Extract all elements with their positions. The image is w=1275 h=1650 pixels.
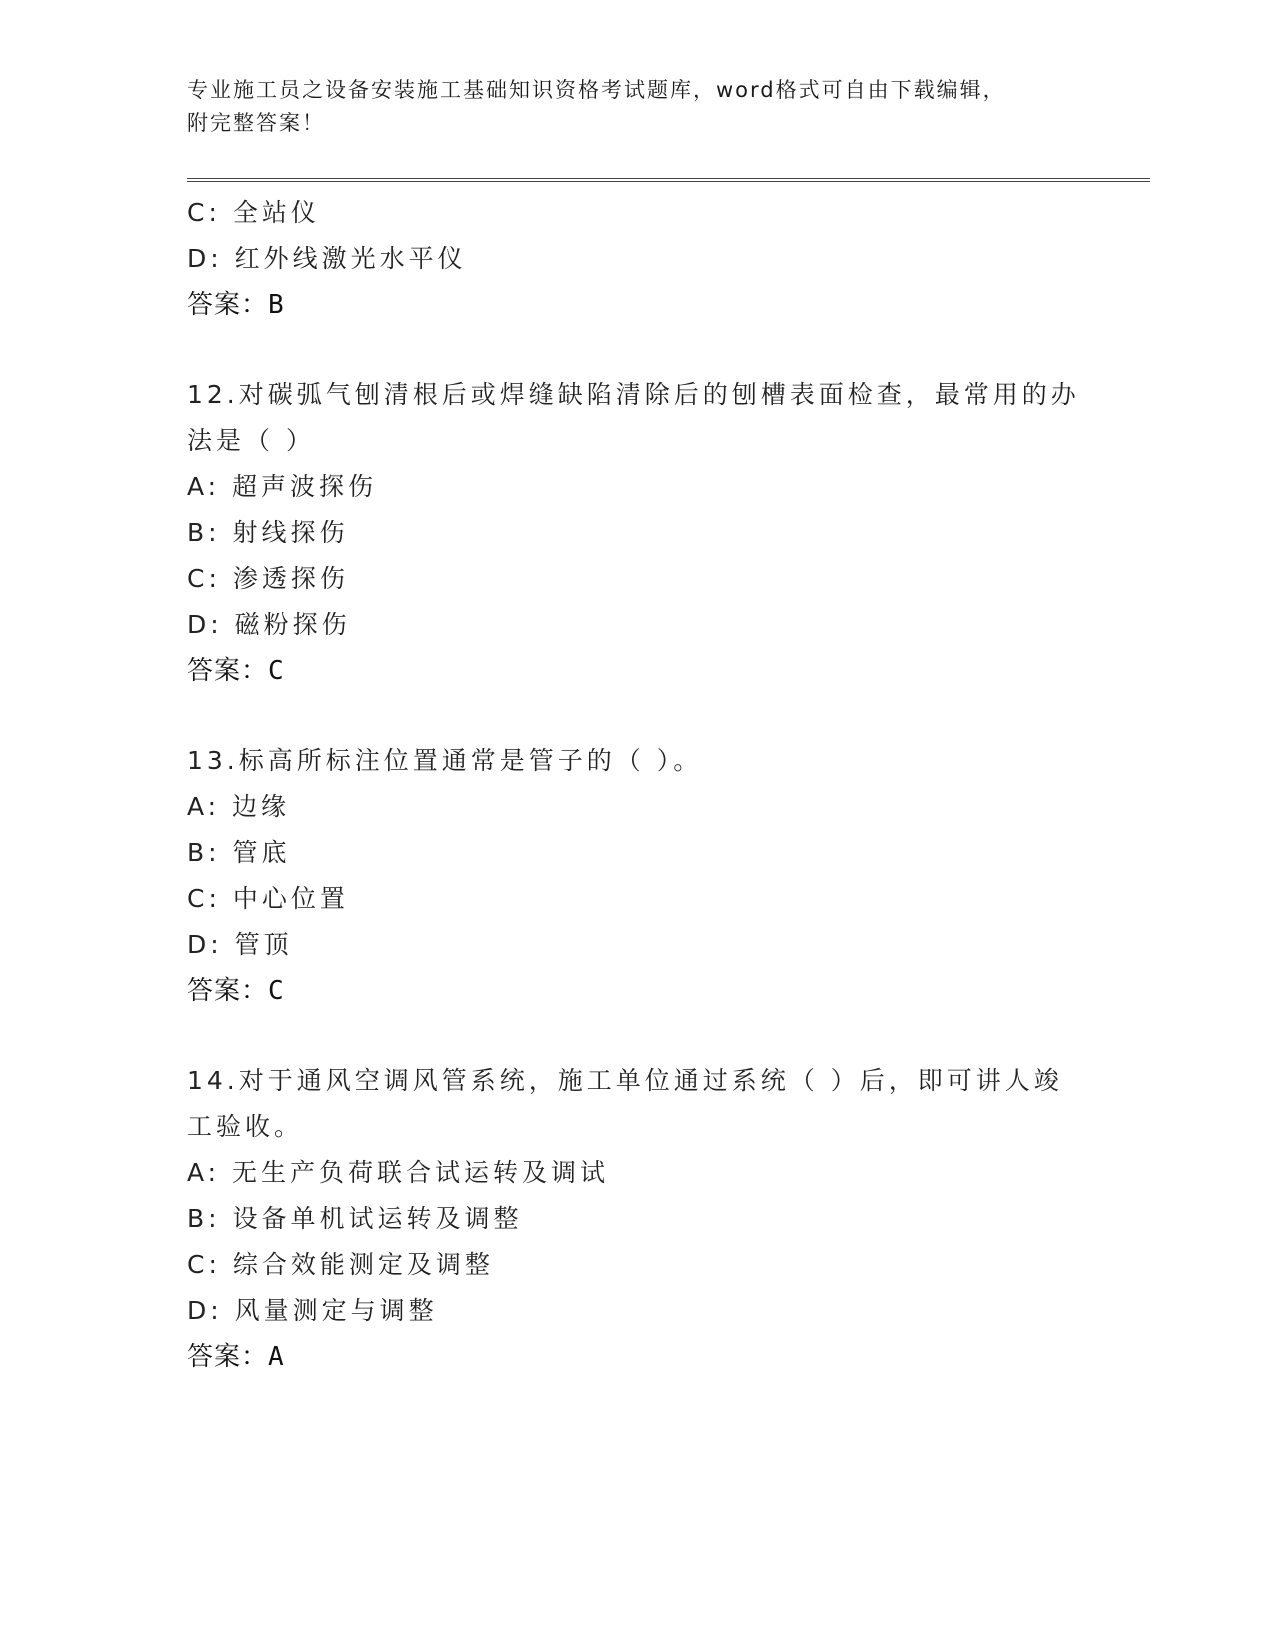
option-text: 渗透探伤 xyxy=(232,564,349,593)
option-text: 超声波探伤 xyxy=(232,472,378,501)
option-text: 磁粉探伤 xyxy=(234,610,351,639)
answer-line xyxy=(187,1334,1087,1380)
option-a xyxy=(187,464,1087,510)
option-letter: A: xyxy=(187,792,221,821)
question-stem-line-2: 工验收。 xyxy=(187,1112,304,1141)
header-divider xyxy=(187,178,1150,182)
answer-line xyxy=(187,648,1087,694)
option-text: 综合效能测定及调整 xyxy=(232,1250,494,1279)
option-text: 管底 xyxy=(232,838,291,867)
option-text: 风量测定与调整 xyxy=(234,1296,438,1325)
option-letter: D: xyxy=(187,1296,223,1325)
answer-label: 答案： xyxy=(187,976,269,1006)
option-d xyxy=(187,236,1087,282)
header-line-1: 专业施工员之设备安装施工基础知识资格考试题库，word格式可自由下载编辑， xyxy=(187,78,1006,102)
option-letter: B: xyxy=(187,1204,221,1233)
option-text: 管顶 xyxy=(234,930,293,959)
option-d xyxy=(187,922,1087,968)
question-stem-line-1: 13.标高所标注位置通常是管子的（ ）。 xyxy=(187,746,703,775)
option-b xyxy=(187,830,1087,876)
option-d xyxy=(187,602,1087,648)
option-c xyxy=(187,190,1087,236)
question-stem-line-1: 14.对于通风空调风管系统，施工单位通过系统（ ）后，即可讲人竣 xyxy=(187,1066,1063,1095)
answer-line xyxy=(187,968,1087,1014)
question-13 xyxy=(187,738,1087,1014)
option-letter: D: xyxy=(187,610,223,639)
option-letter: A: xyxy=(187,472,221,501)
header-line-2: 附完整答案！ xyxy=(187,111,325,135)
answer-value: A xyxy=(268,1342,285,1372)
option-c xyxy=(187,1242,1087,1288)
question-stem xyxy=(187,738,1087,784)
option-text: 红外线激光水平仪 xyxy=(234,244,467,273)
option-letter: C: xyxy=(187,1250,221,1279)
question-14 xyxy=(187,1058,1087,1380)
option-a xyxy=(187,1150,1087,1196)
option-letter: B: xyxy=(187,838,221,867)
answer-value: C xyxy=(268,976,285,1006)
answer-label: 答案： xyxy=(187,290,269,320)
answer-value: C xyxy=(268,656,285,686)
question-stem-line-1: 12.对碳弧气刨清根后或焊缝缺陷清除后的刨槽表面检查，最常用的办 xyxy=(187,380,1080,409)
option-text: 全站仪 xyxy=(232,198,320,227)
prev-question xyxy=(187,190,1087,328)
option-text: 边缘 xyxy=(232,792,291,821)
option-text: 中心位置 xyxy=(232,884,349,913)
option-letter: D: xyxy=(187,244,223,273)
option-b xyxy=(187,510,1087,556)
question-12 xyxy=(187,372,1087,694)
question-stem xyxy=(187,1058,1087,1150)
document-header xyxy=(187,74,1067,140)
answer-label: 答案： xyxy=(187,1342,269,1372)
question-stem xyxy=(187,372,1087,464)
option-a xyxy=(187,784,1087,830)
answer-label: 答案： xyxy=(187,656,269,686)
option-text: 射线探伤 xyxy=(232,518,349,547)
option-letter: D: xyxy=(187,930,223,959)
option-text: 设备单机试运转及调整 xyxy=(232,1204,523,1233)
option-letter: B: xyxy=(187,518,221,547)
answer-line xyxy=(187,282,1087,328)
option-d xyxy=(187,1288,1087,1334)
option-text: 无生产负荷联合试运转及调试 xyxy=(232,1158,610,1187)
option-letter: C: xyxy=(187,564,221,593)
option-b xyxy=(187,1196,1087,1242)
option-c xyxy=(187,556,1087,602)
option-letter: A: xyxy=(187,1158,221,1187)
question-list xyxy=(187,190,1087,1380)
option-c xyxy=(187,876,1087,922)
option-letter: C: xyxy=(187,198,221,227)
answer-value: B xyxy=(268,290,285,320)
option-letter: C: xyxy=(187,884,221,913)
question-stem-line-2: 法是（ ） xyxy=(187,426,315,455)
